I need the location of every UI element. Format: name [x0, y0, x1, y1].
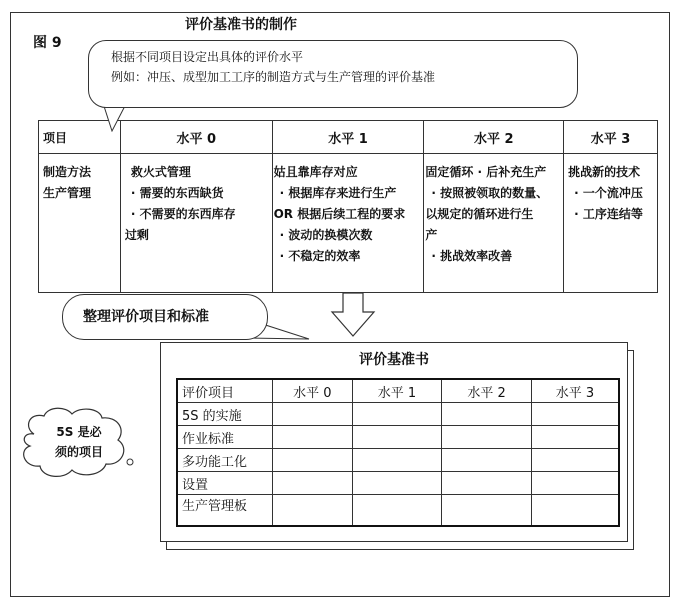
cell-line: · 根据库存来进行生产 — [279, 186, 397, 200]
criteria-cell — [531, 403, 619, 426]
criteria-row-label: 作业标准 — [177, 426, 273, 449]
callout-mid: 整理评价项目和标准 — [62, 294, 268, 340]
cell-line: · 一个流冲压 — [574, 186, 643, 200]
cell-line: OR 根据后续工程的要求 — [273, 207, 406, 221]
criteria-sheet — [160, 342, 628, 542]
cell-item — [39, 154, 121, 293]
cell-line: 姑且靠库存对应 — [273, 165, 358, 179]
figure-label: 图 9 — [33, 35, 62, 51]
down-arrow-icon — [330, 292, 376, 338]
criteria-sheet-title: 评价基准书 — [359, 352, 429, 368]
criteria-row-label: 5S 的实施 — [177, 403, 273, 426]
table-row — [177, 495, 619, 527]
criteria-cell — [352, 472, 442, 495]
criteria-cell — [442, 449, 532, 472]
criteria-cell — [442, 472, 532, 495]
criteria-sheet-table — [176, 378, 620, 527]
criteria-header-level-3: 水平 3 — [531, 379, 619, 403]
criteria-header-level-1: 水平 1 — [352, 379, 442, 403]
main-criteria-table — [38, 120, 658, 293]
criteria-cell — [442, 403, 532, 426]
cell-line: 产 — [425, 228, 438, 242]
callout-top — [88, 40, 578, 108]
callout-top-line2: 例如：冲压、成型加工工序的制造方式与生产管理的评价基准 — [111, 70, 436, 84]
criteria-cell — [273, 403, 353, 426]
cell-line: 过剩 — [124, 228, 149, 242]
cell-line: 挑战新的技术 — [568, 165, 641, 179]
criteria-row-label: 设置 — [177, 472, 273, 495]
criteria-header-level-0: 水平 0 — [273, 379, 353, 403]
criteria-cell — [531, 426, 619, 449]
cell-line: 固定循环 · 后补充生产 — [425, 165, 547, 179]
page-title: 评价基准书的制作 — [185, 17, 297, 33]
cell-line: 救火式管理 — [130, 165, 191, 179]
header-level-3: 水平 3 — [564, 121, 658, 154]
cell-line: 以规定的循环进行生 — [425, 207, 534, 221]
criteria-cell — [531, 495, 619, 527]
cell-level-2 — [424, 154, 564, 293]
table-row — [177, 449, 619, 472]
cloud-note-line: 5S 是必 — [56, 425, 102, 439]
criteria-cell — [273, 495, 353, 527]
cell-line: · 按照被领取的数量、 — [431, 186, 549, 200]
cell-line: · 不稳定的效率 — [279, 249, 361, 263]
item-line: 生产管理 — [43, 186, 92, 200]
table-row — [39, 154, 658, 293]
header-item: 项目 — [39, 121, 121, 154]
cell-level-0 — [120, 154, 272, 293]
cell-level-1 — [272, 154, 424, 293]
table-row — [177, 403, 619, 426]
criteria-cell — [442, 426, 532, 449]
cell-line: · 工序连结等 — [574, 207, 643, 221]
criteria-cell — [531, 472, 619, 495]
criteria-row-label: 多功能工化 — [177, 449, 273, 472]
criteria-header-row — [177, 379, 619, 403]
cell-level-3 — [564, 154, 658, 293]
criteria-cell — [273, 472, 353, 495]
cell-line: · 波动的换模次数 — [279, 228, 373, 242]
criteria-header-level-2: 水平 2 — [442, 379, 532, 403]
criteria-cell — [352, 449, 442, 472]
cell-line: · 挑战效率改善 — [431, 249, 513, 263]
header-level-2: 水平 2 — [424, 121, 564, 154]
criteria-cell — [352, 426, 442, 449]
table-row — [177, 472, 619, 495]
criteria-row-label: 生产管理板 — [177, 495, 273, 527]
criteria-cell — [531, 449, 619, 472]
header-level-1: 水平 1 — [272, 121, 424, 154]
criteria-cell — [442, 495, 532, 527]
callout-top-line1: 根据不同项目设定出具体的评价水平 — [111, 50, 304, 64]
cloud-note-line: 须的项目 — [54, 445, 103, 459]
item-line: 制造方法 — [43, 165, 92, 179]
cell-line: · 需要的东西缺货 — [130, 186, 224, 200]
criteria-cell — [273, 426, 353, 449]
table-row — [177, 426, 619, 449]
cloud-note — [44, 422, 114, 462]
criteria-header-item: 评价项目 — [177, 379, 273, 403]
criteria-cell — [352, 403, 442, 426]
criteria-cell — [273, 449, 353, 472]
header-level-0: 水平 0 — [120, 121, 272, 154]
criteria-cell — [352, 495, 442, 527]
cell-line: · 不需要的东西库存 — [130, 207, 236, 221]
